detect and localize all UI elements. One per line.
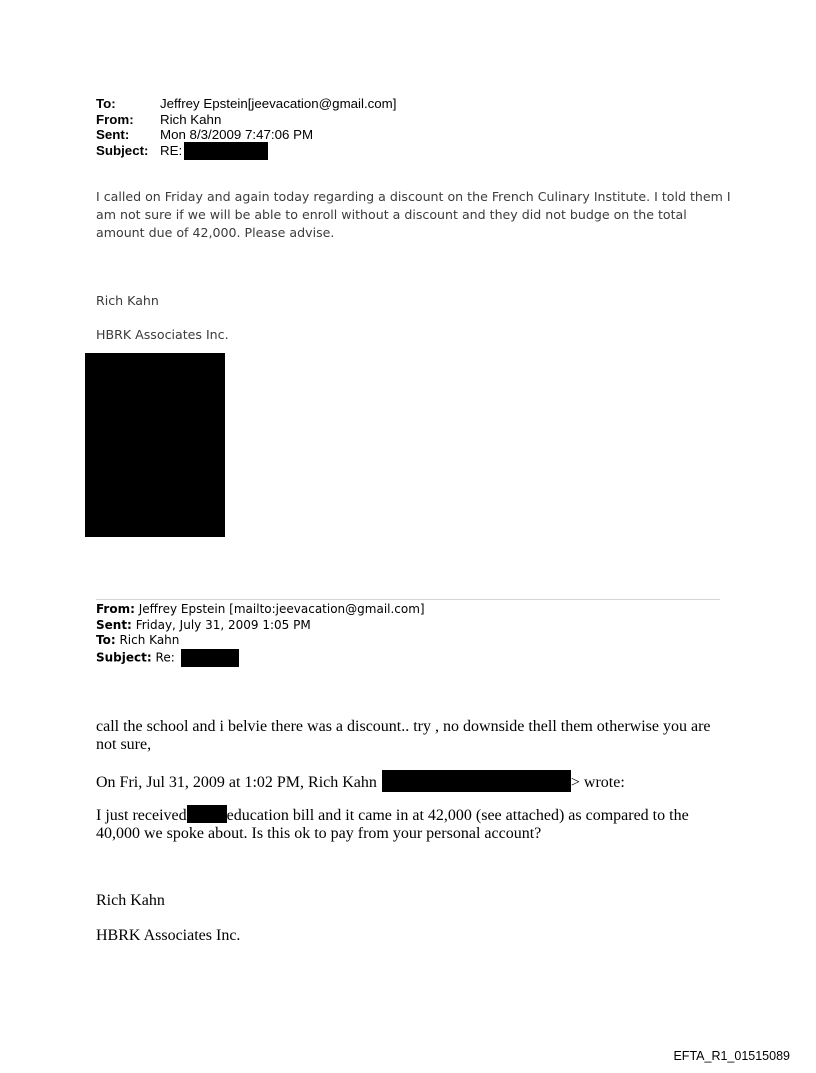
to-value: Jeffrey Epstein[jeevacation@gmail.com] [160,96,397,111]
reply-body: I called on Friday and again today regarding a discount on the French Culinary Institute. I told them I am not sure if we will be able to enroll without a discount and they did not budge on the total amount due of 42,000. Please advise. [96,189,731,240]
quoted-to-row [96,633,425,649]
quoted-to-value: Rich Kahn [119,633,180,647]
quoted-sent-value: Friday, July 31, 2009 1:05 PM [135,617,311,632]
from-row [96,112,396,128]
quoted-from-value: Jeffrey Epstein [mailto:jeevacation@gmail.com] [138,602,425,616]
reply-signature-name: Rich Kahn [96,293,159,308]
bill-part-1: I just received [96,807,187,824]
bill-part-2: education bill and it came in at 42,000 (see attached) as compared to the 40,000 we spoke about. Is this ok to pay from your personal account? [96,807,689,842]
sent-value: Mon 8/3/2009 7:47:06 PM [160,127,314,142]
email-header [96,96,396,160]
attribution-end: > wrote: [570,774,625,791]
sent-label: Sent: [96,127,130,142]
quoted-signature-company: HBRK Associates Inc. [96,927,241,944]
quote-divider [96,599,720,600]
attribution-start: On Fri, Jul 31, 2009 at 1:02 PM, Rich Kahn [96,774,377,791]
sent-row [96,127,396,143]
from-label: From: [96,111,134,127]
quoted-signature-name: Rich Kahn [96,892,165,909]
bill-name-redaction [187,805,227,823]
quoted-sent-label: Sent: [96,617,132,632]
subject-row [96,143,396,160]
quoted-from-row [96,602,425,618]
quoted-to-label: To: [96,633,116,647]
quoted-attribution [96,770,726,792]
to-row [96,96,396,112]
quoted-subject-label: Subject: [96,650,152,664]
from-value: Rich Kahn [160,111,222,127]
quoted-bill-paragraph [96,805,726,843]
attribution-email-redaction [382,770,571,792]
quoted-subject-row [96,649,425,667]
quoted-subject-value: Re: [155,650,175,664]
subject-value: RE: [160,142,183,158]
reply-signature-company: HBRK Associates Inc. [96,327,229,342]
subject-label: Subject: [96,142,149,158]
quoted-header [96,602,425,667]
document-id: EFTA_R1_01515089 [673,1049,790,1063]
signature-image-redaction [85,353,225,537]
quoted-subject-redaction [181,649,239,667]
quoted-sent-row [96,618,425,634]
quoted-from-label: From: [96,602,135,616]
subject-redaction [184,142,268,160]
to-label: To: [96,96,116,111]
quoted-message: call the school and i belvie there was a discount.. try , no downside thell them otherwise you are not sure, [96,718,711,753]
